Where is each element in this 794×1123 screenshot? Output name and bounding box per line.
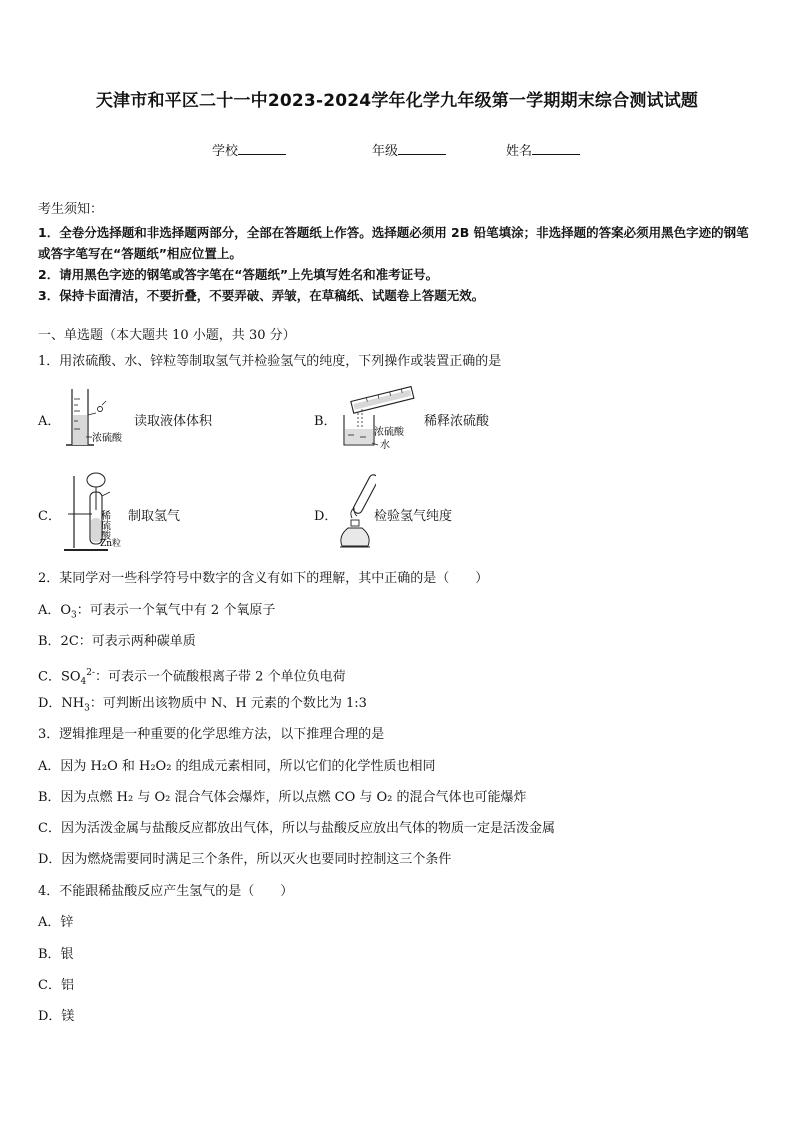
q1-option-d-text: 检验氢气纯度 — [374, 509, 453, 524]
notice-item-3: 3．保持卡面清洁，不要折叠，不要弄破、弄皱，在草稿纸、试题卷上答题无效。 — [38, 288, 485, 303]
q1-option-d-letter: D． — [314, 509, 338, 524]
section-heading: 一、单选题（本大题共 10 小题，共 30 分） — [38, 328, 296, 343]
q3-option-d: D．因为燃烧需要同时满足三个条件，所以灭火也要同时控制这三个条件 — [38, 852, 452, 867]
q1-option-a-letter: A． — [38, 414, 61, 429]
q1-option-b-letter: B． — [314, 414, 337, 429]
school-blank — [238, 142, 286, 155]
notice-item-1: 1．全卷分选择题和非选择题两部分，全部在答题纸上作答。选择题必须用 2B 铅笔填涂；非选择题的答案必须用黑色字迹的钢笔或答字笔写在“答题纸”相应位置上。 — [38, 225, 749, 261]
school-field — [212, 140, 286, 159]
q3-stem: 3．逻辑推理是一种重要的化学思维方法，以下推理合理的是 — [38, 727, 385, 742]
q2-option-c: C．$SO_4^{2-}$：可表示一个硫酸根离子带 2 个单位负电荷 — [38, 668, 346, 687]
q1-option-a-text: 读取液体体积 — [134, 414, 213, 429]
q1-b-fig-label-water: 水 — [380, 440, 390, 451]
hydrogen-generator-figure — [62, 470, 134, 555]
notice-heading: 考生须知： — [38, 202, 104, 217]
q4-option-d: D．镁 — [38, 1009, 75, 1024]
q3-option-a: A．因为 H₂O 和 H₂O₂ 的组成元素相同，所以它们的化学性质也相同 — [38, 759, 436, 774]
q4-stem: 4．不能跟稀盐酸反应产生氢气的是（ ） — [38, 884, 294, 899]
q2-option-b: B．2C：可表示两种碳单质 — [38, 634, 196, 649]
q1-a-fig-label: 浓硫酸 — [92, 433, 122, 444]
q3-option-c: C．因为活泼金属与盐酸反应都放出气体，所以与盐酸反应放出气体的物质一定是活泼金属 — [38, 821, 555, 836]
purity-test-figure — [336, 470, 376, 552]
dilution-beaker-figure — [338, 385, 428, 455]
notice-item-2: 2．请用黑色字迹的钢笔或答字笔在“答题纸”上先填写姓名和准考证号。 — [38, 267, 439, 282]
graduated-cylinder-figure — [62, 385, 142, 453]
q2-option-a: A．$O_3$：可表示一个氧气中有 2 个氧原子 — [38, 603, 276, 621]
q1-option-b-text: 稀释浓硫酸 — [424, 414, 490, 429]
school-label: 学校 — [212, 144, 239, 159]
q2-stem: 2．某同学对一些科学符号中数字的含义有如下的理解，其中正确的是（ ） — [38, 571, 489, 586]
name-label: 姓名 — [506, 144, 533, 159]
q1-stem: 1．用浓硫酸、水、锌粒等制取氢气并检验氢气的纯度，下列操作或装置正确的是 — [38, 354, 502, 369]
q1-c-fig-label-zn: Zn粒 — [100, 539, 122, 549]
q4-option-a: A．锌 — [38, 915, 74, 930]
name-blank — [532, 142, 580, 155]
q1-option-c-letter: C． — [38, 509, 61, 524]
q3-option-b: B．因为点燃 H₂ 与 O₂ 混合气体会爆炸，所以点燃 CO 与 O₂ 的混合气体也可能爆炸 — [38, 790, 527, 805]
q2-option-d: D．$NH_3$：可判断出该物质中 N、H 元素的个数比为 1:3 — [38, 696, 367, 714]
grade-label: 年级 — [372, 144, 399, 159]
q4-option-b: B．银 — [38, 947, 74, 962]
name-field — [506, 140, 580, 159]
q4-option-c: C．铝 — [38, 978, 74, 993]
grade-blank — [398, 142, 446, 155]
q1-option-c-text: 制取氢气 — [128, 509, 181, 524]
grade-field — [372, 140, 446, 159]
q1-c-fig-label: 稀硫酸 — [98, 510, 110, 540]
page-title: 天津市和平区二十一中2023-2024学年化学九年级第一学期期末综合测试试题 — [95, 91, 699, 111]
q1-b-fig-label: 浓硫酸 — [374, 427, 404, 438]
